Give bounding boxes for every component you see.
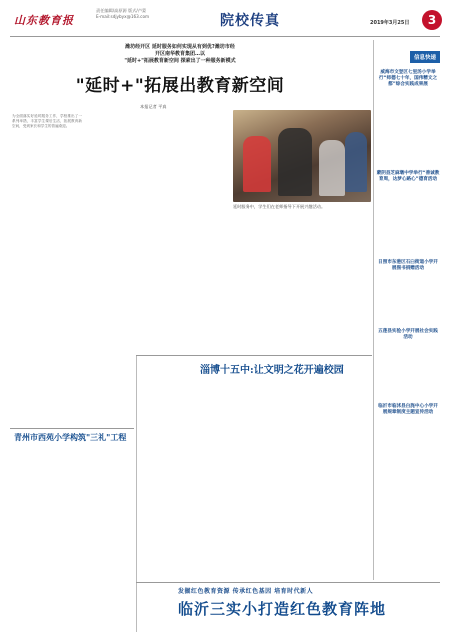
- editor-email: E-mail:sdjybyx@163.com: [96, 13, 150, 19]
- brief-title: 临沂市临沭县白旄中心小学开展规章制度主题宣传活动: [378, 404, 438, 415]
- lead-title: "延时+"拓展出教育新空间: [75, 76, 285, 96]
- lead-body-column: [233, 222, 303, 342]
- article-body-qingzhou: [12, 448, 132, 628]
- editor-info-line: 责任编辑/高原源 版式/卢蒙: [96, 8, 147, 13]
- masthead: [10, 6, 440, 34]
- kicker-line: "延时+"拓展教育新空间 探索出了一种服务新模式: [124, 58, 236, 64]
- news-brief-badge: 信息快递: [410, 51, 440, 63]
- brief-body: [376, 185, 440, 253]
- lead-headline-block: [60, 44, 300, 96]
- header-rule: [10, 36, 440, 37]
- lead-body-column: [306, 222, 371, 342]
- newspaper-logo: 山东教育报: [14, 14, 74, 27]
- article-body-zibo: [140, 380, 372, 440]
- section-rule: [10, 428, 134, 429]
- section-title: 院校传真: [220, 13, 280, 29]
- brief-title: 蒙阴县芝麻墩中学举行“善诚教育周，达梦心路心”德育活动: [376, 171, 440, 182]
- article-title-qingzhou: 青州市西苑小学构筑"三礼"工程: [14, 432, 127, 442]
- article-kicker-linyi: 发掘红色教育资源 传承红色基因 培育时代新人: [178, 588, 314, 595]
- section-rule: [136, 355, 372, 356]
- kicker-line: 潍坊经开区 延时服务如何实现从有到优?潍坊市经: [125, 44, 235, 50]
- lead-byline: 本报记者 平真: [140, 104, 167, 109]
- brief-title: 威海市文登区七里汤小学举行“师德七十年，国伟精文之都”综合实践成果展: [378, 70, 438, 87]
- lead-body-column: [86, 114, 156, 224]
- brief-body: [376, 274, 440, 322]
- article-title-zibo: 淄博十五中:让文明之花开遍校园: [200, 365, 344, 376]
- lead-body-column: [12, 114, 82, 224]
- lead-photo: [233, 110, 371, 202]
- article-body-linyi: [140, 612, 440, 632]
- lead-kicker: [60, 44, 300, 65]
- column-divider: [373, 40, 374, 580]
- article-title-linyi: 临沂三实小打造红色教育阵地: [178, 600, 387, 618]
- kicker-line: 开区南华教育集团…以: [154, 51, 205, 57]
- body-text: 为全面落实好延时服务工作，学校推出了一系列举措，丰富学生课后生活，拓展教育新空间，受到家长和学生的普遍欢迎。: [12, 114, 82, 129]
- lead-body-column: [160, 114, 230, 224]
- brief-body: [376, 418, 440, 498]
- brief-body: [376, 343, 440, 397]
- issue-date: 2019年3月25日: [370, 20, 410, 26]
- brief-body: [376, 90, 440, 164]
- brief-title: 五莲县实验小学开展社会实践活动: [378, 329, 438, 340]
- section-rule: [136, 582, 440, 583]
- article-body-zibo-continued: [140, 444, 372, 580]
- news-brief-sidebar: [376, 44, 440, 498]
- lead-photo-caption: 延时服务中，学生们在老师指导下开展兴趣活动。: [233, 204, 326, 209]
- page-number-badge: 3: [422, 10, 442, 30]
- column-divider: [136, 356, 137, 632]
- brief-title: 日照市东港区石臼街道小学开展图书捐赠活动: [378, 260, 438, 271]
